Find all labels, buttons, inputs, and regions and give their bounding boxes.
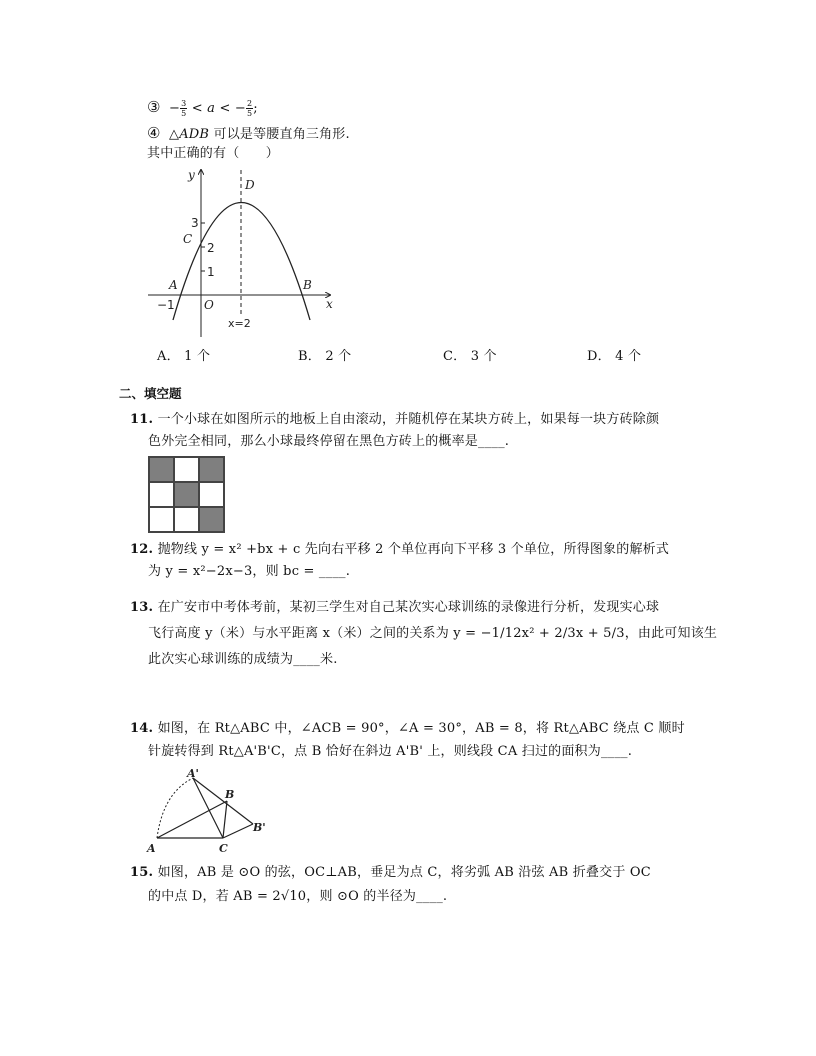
q13-line3: 此次实心球训练的成绩为____米. [148,652,338,667]
q14-text-1: 如图，在 Rt△ABC 中，∠ACB = 90°，∠A = 30°，AB = 8，将 Rt△ABC 绕点 C 顺时 [157,721,685,736]
point-d-label: D [245,178,255,192]
x-axis-label: x [326,297,333,311]
section-title: 二、填空题 [119,386,182,401]
q15-text-1: 如图，AB 是 ⊙O 的弦，OC⊥AB，垂足为点 C，将劣弧 AB 沿弦 AB 折叠交于 OC [157,865,651,880]
q13-text-1: 在广安市中考体考前，某初三学生对自己某次实心球训练的录像进行分析，发现实心球 [157,600,660,615]
point-a-label: A [169,278,178,292]
question-prompt: 其中正确的有（ ） [147,146,280,161]
label-A-prime: A' [187,768,199,780]
q13-number: 13. [130,600,154,615]
seg-BC [223,801,227,838]
q14-number: 14. [130,721,154,736]
tick-1-label: 1 [207,265,215,279]
tile [149,482,174,507]
option-a-text: 1 个 [184,349,211,364]
q13-line1 [130,597,659,619]
rotation-figure [145,768,275,858]
y-axis-label: y [188,168,195,182]
seg-AB [157,801,227,838]
parabola-graph [140,165,350,340]
q14-line2: 针旋转得到 Rt△A'B'C，点 B 恰好在斜边 A'B' 上，则线段 CA 扫过的面积为____. [148,744,633,759]
tick-3-label: 3 [191,216,199,230]
option-d-text: 4 个 [615,349,642,364]
q12-line2: 为 y = x²−2x−3，则 bc = ____. [148,564,351,579]
label-A: A [147,842,156,855]
option-b[interactable] [298,346,351,368]
option-b-text: 2 个 [325,349,352,364]
tick-neg1-label: −1 [157,298,175,312]
item-4-text: △ADB 可以是等腰直角三角形. [169,127,350,142]
tile [199,457,224,482]
tile-grid [148,456,225,533]
tile [174,482,199,507]
tile [199,507,224,532]
symmetry-axis-label: x=2 [228,317,251,330]
tile [174,507,199,532]
tile [149,507,174,532]
q11-text-1: 一个小球在如图所示的地板上自由滚动，并随机停在某块方砖上，如果每一块方砖除颜 [157,412,660,427]
option-a-letter: A． [157,349,180,364]
q11-number: 11. [130,412,154,427]
label-B: B [225,788,235,801]
q11-line2: 色外完全相同，那么小球最终停留在黑色方砖上的概率是____. [148,434,510,449]
option-a[interactable] [157,346,210,368]
tile [174,457,199,482]
q15-line2: 的中点 D，若 AB = 2√10，则 ⊙O 的半径为____. [148,889,448,904]
q11-line1 [130,409,659,431]
tile [199,482,224,507]
option-b-letter: B． [298,349,321,364]
option-d-letter: D． [587,349,611,364]
item-3-marker: ③ [147,98,161,116]
label-B-prime: B' [253,821,266,834]
option-c[interactable] [443,346,497,368]
tile [149,457,174,482]
point-c-label: C [183,232,193,246]
item-3-math: − $\frac{3}{5}$ < a < − $\frac{2}{5}$ ; [169,99,258,118]
option-d[interactable] [587,346,641,368]
q14-line1 [130,718,685,740]
tick-2-label: 2 [207,241,215,255]
point-b-label: B [303,278,312,292]
seg-A1C [193,778,223,838]
q13-line2: 飞行高度 y（米）与水平距离 x（米）之间的关系为 y = −1/12x² + 2/3x + 5/3，由此可知该生 [148,626,718,641]
seg-A1B1 [193,778,253,824]
seg-B1C [223,824,253,838]
label-C: C [219,842,228,855]
q12-number: 12. [130,542,154,557]
option-c-text: 3 个 [470,349,497,364]
item-4-marker: ④ [147,124,161,142]
option-c-letter: C． [443,349,467,364]
q15-line1 [130,862,651,884]
q15-number: 15. [130,865,154,880]
item-3 [147,96,258,120]
origin-label: O [204,298,214,312]
q12-text-1: 抛物线 y = x² +bx + c 先向右平移 2 个单位再向下平移 3 个单位，所得图象的解析式 [157,542,670,557]
q12-line1 [130,539,669,561]
